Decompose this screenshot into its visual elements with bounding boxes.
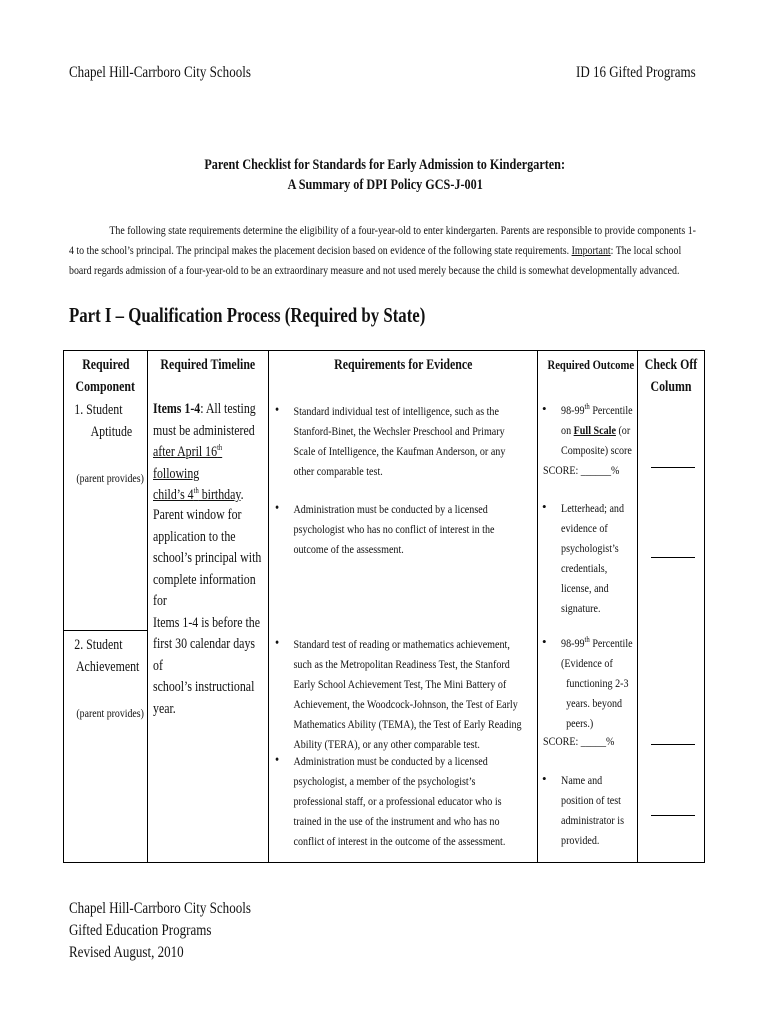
evidence-item: • Administration must be conducted by a licensed psychologist who has no conflict of interest in the outcome of the assessment. xyxy=(275,499,527,559)
footer-line2: Gifted Education Programs xyxy=(69,922,212,939)
evidence-item: • Standard test of reading or mathematics achievement, such as the Metropolitan Readiness Test, the Stanford Early School Achievement Test, The Mini Battery of Achievement, the Woodcock-Johnson, the Test of Early Mathematics Ability (TEMA), the Test of Early Reading Ability (TERA), or any other comparable test. xyxy=(275,634,527,754)
outcome-bullet: • xyxy=(542,634,547,649)
evidence-item: • Standard individual test of intelligence, such as the Stanford-Binet, the Wechsler Preschool and Primary Scale of Intelligence, the Kaufman Anderson, or any other comparable test. xyxy=(275,401,527,481)
header-required-component: Required Component xyxy=(75,357,136,395)
intro-important: Important xyxy=(571,243,611,257)
evidence-achievement-admin xyxy=(275,751,527,851)
outcome-aptitude-percentile: 98-99th Percentile on Full Scale (or Composite) score xyxy=(561,402,633,457)
provider-aptitude: (parent provides) xyxy=(76,471,144,485)
outcome-bullet: • xyxy=(542,771,547,786)
header-requirements-evidence: Requirements for Evidence xyxy=(333,357,473,373)
document-title xyxy=(0,155,770,195)
title-line2: A Summary of DPI Policy GCS-J-001 xyxy=(287,177,483,193)
evidence-aptitude-test xyxy=(275,401,527,481)
table-border-left xyxy=(63,350,64,863)
checkoff-blank-2[interactable] xyxy=(651,557,695,558)
table-border-bottom xyxy=(63,862,705,863)
outcome-achievement-score: SCORE: _____% xyxy=(543,734,615,748)
checkoff-blank-1[interactable] xyxy=(651,467,695,468)
intro-paragraph xyxy=(69,220,697,280)
col-divider-1 xyxy=(147,350,148,863)
intro-text-2: : The local school board regards admission of a four-year-old to be an extraordinary measure and not used merely because the child is somewhat developmentally advanced. xyxy=(69,243,682,277)
evidence-aptitude-admin xyxy=(275,499,527,559)
intro-text-1: The following state requirements determine the eligibility of a four-year-old to enter kindergarten. Parents are responsible to provide components 1-4 to the school’s principal. The principal makes the placement decision based on evidence of the following state requirements. xyxy=(69,223,696,257)
footer-line3: Revised August, 2010 xyxy=(69,944,184,961)
section-heading: Part I – Qualification Process (Required by State) xyxy=(69,303,426,327)
outcome-achievement-percentile: 98-99th Percentile (Evidence of functioning 2-3 years. beyond peers.) xyxy=(561,635,633,730)
checkoff-blank-4[interactable] xyxy=(651,815,695,816)
component-achievement: 2. Student Achievement xyxy=(74,637,140,675)
table-border-top xyxy=(63,350,705,351)
col-divider-3 xyxy=(537,350,538,863)
outcome-bullet: • xyxy=(542,499,547,514)
col-divider-2 xyxy=(268,350,269,863)
header-check-off: Check Off Column xyxy=(644,357,698,395)
timeline-testing: Items 1-4: All testing must be administered after April 16th following child’s 4th birthday. xyxy=(153,401,256,503)
table-border-right xyxy=(704,350,705,863)
timeline-window: Parent window for application to the school’s principal with complete information for Items 1-4 is before the first 30 calendar days of school’s instructional year. xyxy=(153,507,262,717)
checkoff-blank-3[interactable] xyxy=(651,744,695,745)
title-line1: Parent Checklist for Standards for Early Admission to Kindergarten: xyxy=(204,157,566,173)
row-divider xyxy=(63,630,147,631)
outcome-letterhead: Letterhead; and evidence of psychologist’s credentials, license, and signature. xyxy=(561,501,625,615)
outcome-administrator-name: Name and position of test administrator is provided. xyxy=(561,773,625,847)
footer xyxy=(69,898,286,964)
header-doc-id: ID 16 Gifted Programs xyxy=(576,64,696,81)
provider-achievement: (parent provides) xyxy=(76,706,144,720)
component-aptitude: 1. Student Aptitude xyxy=(74,402,133,440)
evidence-item: • Administration must be conducted by a licensed psychologist, a member of the psychologist’s professional staff, or a professional educator who is trained in the use of the instrument and who has no conflict of interest in the outcome of the assessment. xyxy=(275,751,527,851)
header-required-timeline: Required Timeline xyxy=(160,357,256,373)
evidence-achievement-test xyxy=(275,634,527,754)
outcome-bullet: • xyxy=(542,401,547,416)
header-district: Chapel Hill-Carrboro City Schools xyxy=(69,64,251,81)
outcome-aptitude-score: SCORE: ______% xyxy=(543,463,620,477)
footer-line1: Chapel Hill-Carrboro City Schools xyxy=(69,900,251,917)
header-required-outcome: Required Outcome xyxy=(547,357,635,372)
